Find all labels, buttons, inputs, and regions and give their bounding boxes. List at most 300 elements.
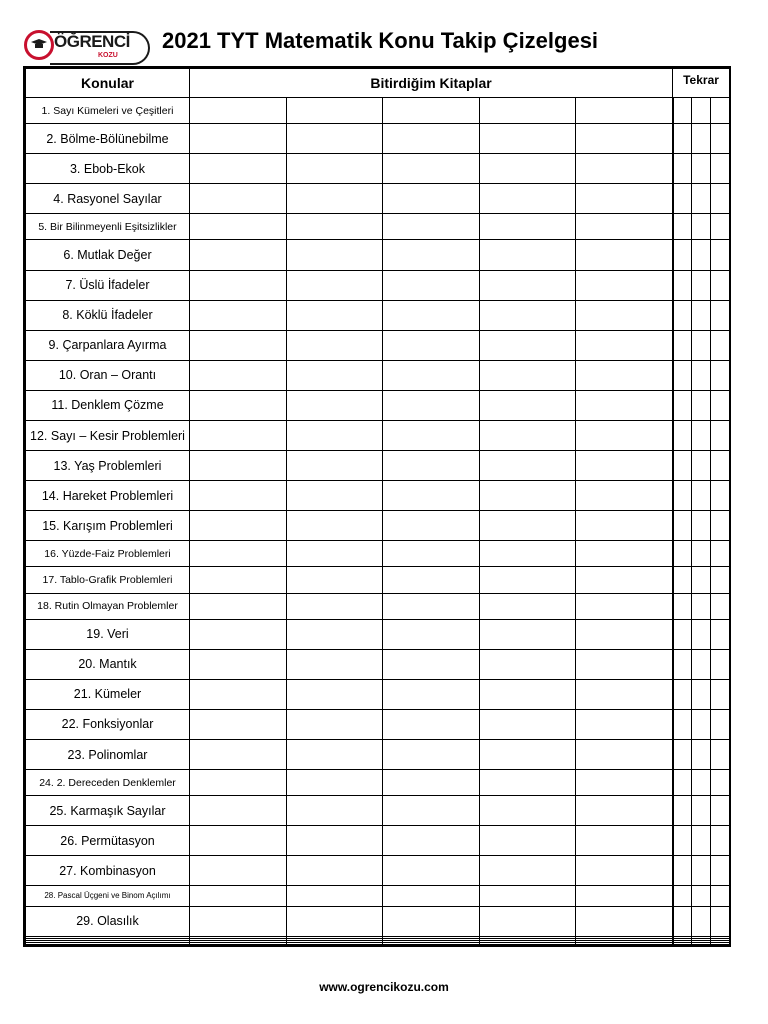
repeat-cell[interactable] [673,541,692,567]
topic-cell: 24. 2. Dereceden Denklemler [26,770,190,796]
book-cell[interactable] [383,98,480,124]
topic-cell [26,942,190,944]
book-cell[interactable] [576,390,673,420]
repeat-cell[interactable] [673,451,692,481]
table-body [26,98,730,945]
book-cell[interactable] [190,154,287,184]
topic-cell: 21. Kümeler [26,679,190,709]
book-cell[interactable] [287,856,383,886]
repeat-cell[interactable] [692,184,711,214]
repeat-cell[interactable] [673,649,692,679]
book-cell[interactable] [576,796,673,826]
book-cell[interactable] [383,124,480,154]
book-cell[interactable] [190,796,287,826]
repeat-cell[interactable] [673,619,692,649]
book-cell[interactable] [576,770,673,796]
book-cell[interactable] [480,709,576,739]
book-cell[interactable] [190,511,287,541]
book-cell[interactable] [576,906,673,936]
book-cell[interactable] [576,154,673,184]
repeat-cell[interactable] [692,541,711,567]
book-cell[interactable] [480,270,576,300]
book-cell[interactable] [576,541,673,567]
book-cell[interactable] [190,906,287,936]
book-cell[interactable] [287,679,383,709]
table-row [26,886,730,906]
page-title: 2021 TYT Matematik Konu Takip Çizelgesi [162,28,599,53]
repeat-cell[interactable] [673,300,692,330]
repeat-cell[interactable] [692,390,711,420]
table-row [26,770,730,796]
repeat-cell[interactable] [673,886,692,906]
repeat-cell[interactable] [692,770,711,796]
book-cell[interactable] [576,240,673,270]
repeat-cell[interactable] [673,679,692,709]
repeat-cell[interactable] [711,184,730,214]
book-cell[interactable] [480,390,576,420]
page-header [22,26,732,66]
book-cell[interactable] [190,709,287,739]
book-cell[interactable] [480,906,576,936]
book-cell[interactable] [383,796,480,826]
book-cell[interactable] [576,619,673,649]
book-cell[interactable] [480,184,576,214]
table-row [26,856,730,886]
repeat-cell[interactable] [692,942,711,944]
book-cell[interactable] [287,481,383,511]
repeat-cell[interactable] [692,739,711,769]
book-cell[interactable] [383,360,480,390]
book-cell[interactable] [383,511,480,541]
repeat-cell[interactable] [711,421,730,451]
book-cell[interactable] [287,541,383,567]
book-cell[interactable] [190,98,287,124]
repeat-cell[interactable] [692,619,711,649]
book-cell[interactable] [190,826,287,856]
book-cell[interactable] [480,154,576,184]
book-cell[interactable] [480,451,576,481]
book-cell[interactable] [190,360,287,390]
book-cell[interactable] [480,214,576,240]
book-cell[interactable] [190,390,287,420]
repeat-cell[interactable] [673,567,692,593]
book-cell[interactable] [383,481,480,511]
book-cell[interactable] [480,886,576,906]
repeat-cell[interactable] [692,906,711,936]
book-cell[interactable] [190,942,287,944]
book-cell[interactable] [190,270,287,300]
book-cell[interactable] [190,593,287,619]
repeat-cell[interactable] [711,856,730,886]
book-cell[interactable] [383,649,480,679]
repeat-cell[interactable] [692,649,711,679]
book-cell[interactable] [576,184,673,214]
topic-cell: 20. Mantık [26,649,190,679]
book-cell[interactable] [190,330,287,360]
repeat-cell[interactable] [711,770,730,796]
book-cell[interactable] [383,593,480,619]
book-cell[interactable] [383,856,480,886]
table-row [26,300,730,330]
repeat-cell[interactable] [673,214,692,240]
book-cell[interactable] [480,98,576,124]
topic-cell: 7. Üslü İfadeler [26,270,190,300]
book-cell[interactable] [287,270,383,300]
book-cell[interactable] [190,739,287,769]
book-cell[interactable] [287,709,383,739]
book-cell[interactable] [480,541,576,567]
topic-cell: 2. Bölme-Bölünebilme [26,124,190,154]
topic-cell: 17. Tablo-Grafik Problemleri [26,567,190,593]
table-row [26,270,730,300]
book-cell[interactable] [576,124,673,154]
book-cell[interactable] [383,942,480,944]
book-cell[interactable] [190,679,287,709]
repeat-cell[interactable] [711,481,730,511]
repeat-cell[interactable] [692,270,711,300]
topic-cell: 1. Sayı Kümeleri ve Çeşitleri [26,98,190,124]
book-cell[interactable] [480,360,576,390]
book-cell[interactable] [576,511,673,541]
repeat-cell[interactable] [711,679,730,709]
table-row [26,184,730,214]
repeat-cell[interactable] [692,98,711,124]
topic-cell: 15. Karışım Problemleri [26,511,190,541]
repeat-cell[interactable] [711,390,730,420]
book-cell[interactable] [576,826,673,856]
book-cell[interactable] [190,541,287,567]
book-cell[interactable] [190,856,287,886]
book-cell[interactable] [576,481,673,511]
repeat-cell[interactable] [692,567,711,593]
repeat-cell[interactable] [711,739,730,769]
book-cell[interactable] [480,567,576,593]
repeat-cell[interactable] [692,421,711,451]
book-cell[interactable] [383,214,480,240]
book-cell[interactable] [576,360,673,390]
table-row [26,593,730,619]
book-cell[interactable] [190,421,287,451]
repeat-cell[interactable] [711,330,730,360]
table-row [26,906,730,936]
repeat-cell[interactable] [673,240,692,270]
book-cell[interactable] [287,567,383,593]
repeat-cell[interactable] [692,240,711,270]
book-cell[interactable] [383,451,480,481]
book-cell[interactable] [287,154,383,184]
book-cell[interactable] [383,886,480,906]
repeat-cell[interactable] [711,154,730,184]
repeat-cell[interactable] [673,709,692,739]
column-header-repeat: Tekrar [673,69,730,98]
repeat-cell[interactable] [711,567,730,593]
repeat-cell[interactable] [692,360,711,390]
repeat-cell[interactable] [673,154,692,184]
book-cell[interactable] [287,360,383,390]
book-cell[interactable] [576,593,673,619]
table-row [26,154,730,184]
book-cell[interactable] [190,124,287,154]
book-cell[interactable] [383,567,480,593]
book-cell[interactable] [576,739,673,769]
book-cell[interactable] [480,300,576,330]
repeat-cell[interactable] [692,593,711,619]
topic-cell: 9. Çarpanlara Ayırma [26,330,190,360]
book-cell[interactable] [287,886,383,906]
book-cell[interactable] [383,330,480,360]
table-row [26,619,730,649]
table-row [26,649,730,679]
book-cell[interactable] [480,511,576,541]
book-cell[interactable] [383,154,480,184]
table-row [26,826,730,856]
repeat-cell[interactable] [711,360,730,390]
book-cell[interactable] [287,942,383,944]
repeat-cell[interactable] [711,593,730,619]
book-cell[interactable] [576,886,673,906]
book-cell[interactable] [480,481,576,511]
repeat-cell[interactable] [692,709,711,739]
book-cell[interactable] [383,709,480,739]
book-cell[interactable] [480,421,576,451]
book-cell[interactable] [287,593,383,619]
book-cell[interactable] [576,856,673,886]
book-cell[interactable] [190,214,287,240]
graduation-cap-icon [31,39,47,49]
topic-cell: 14. Hareket Problemleri [26,481,190,511]
book-cell[interactable] [576,300,673,330]
book-cell[interactable] [287,421,383,451]
repeat-cell[interactable] [673,770,692,796]
book-cell[interactable] [287,300,383,330]
topic-cell: 22. Fonksiyonlar [26,709,190,739]
repeat-cell[interactable] [673,739,692,769]
repeat-cell[interactable] [711,619,730,649]
book-cell[interactable] [576,98,673,124]
book-cell[interactable] [287,330,383,360]
repeat-cell[interactable] [673,856,692,886]
book-cell[interactable] [190,619,287,649]
book-cell[interactable] [383,826,480,856]
topic-cell: 18. Rutin Olmayan Problemler [26,593,190,619]
book-cell[interactable] [383,184,480,214]
table-row [26,421,730,451]
book-cell[interactable] [190,567,287,593]
book-cell[interactable] [190,649,287,679]
repeat-cell[interactable] [711,942,730,944]
book-cell[interactable] [480,240,576,270]
topic-cell: 4. Rasyonel Sayılar [26,184,190,214]
book-cell[interactable] [190,886,287,906]
topic-cell: 19. Veri [26,619,190,649]
book-cell[interactable] [287,184,383,214]
book-cell[interactable] [190,240,287,270]
book-cell[interactable] [287,619,383,649]
book-cell[interactable] [480,826,576,856]
book-cell[interactable] [190,770,287,796]
repeat-cell[interactable] [692,124,711,154]
repeat-cell[interactable] [673,481,692,511]
book-cell[interactable] [190,451,287,481]
book-cell[interactable] [287,739,383,769]
topic-cell: 28. Pascal Üçgeni ve Binom Açılımı [26,886,190,906]
repeat-cell[interactable] [692,679,711,709]
book-cell[interactable] [480,330,576,360]
repeat-cell[interactable] [673,330,692,360]
book-cell[interactable] [383,300,480,330]
topic-cell: 10. Oran – Orantı [26,360,190,390]
book-cell[interactable] [383,421,480,451]
logo-subtext: KOZU [98,52,118,59]
book-cell[interactable] [287,906,383,936]
book-cell[interactable] [190,184,287,214]
repeat-cell[interactable] [673,593,692,619]
book-cell[interactable] [576,214,673,240]
table-row [26,240,730,270]
repeat-cell[interactable] [673,98,692,124]
table-row [26,709,730,739]
book-cell[interactable] [383,619,480,649]
repeat-cell[interactable] [692,451,711,481]
book-cell[interactable] [480,770,576,796]
topic-cell: 23. Polinomlar [26,739,190,769]
repeat-cell[interactable] [711,214,730,240]
book-cell[interactable] [480,856,576,886]
topic-cell: 11. Denklem Çözme [26,390,190,420]
repeat-cell[interactable] [711,270,730,300]
topic-cell: 16. Yüzde-Faiz Problemleri [26,541,190,567]
topic-cell: 27. Kombinasyon [26,856,190,886]
repeat-cell[interactable] [711,98,730,124]
book-cell[interactable] [287,214,383,240]
logo-text: ÖĞRENCİ [54,32,130,51]
book-cell[interactable] [287,770,383,796]
repeat-cell[interactable] [711,649,730,679]
book-cell[interactable] [383,240,480,270]
book-cell[interactable] [576,270,673,300]
book-cell[interactable] [576,567,673,593]
repeat-cell[interactable] [692,330,711,360]
book-cell[interactable] [576,330,673,360]
topic-cell: 29. Olasılık [26,906,190,936]
repeat-cell[interactable] [673,826,692,856]
repeat-cell[interactable] [673,421,692,451]
repeat-cell[interactable] [673,796,692,826]
repeat-cell[interactable] [692,300,711,330]
book-cell[interactable] [383,390,480,420]
repeat-cell[interactable] [673,360,692,390]
repeat-cell[interactable] [692,214,711,240]
repeat-cell[interactable] [711,826,730,856]
topic-cell: 6. Mutlak Değer [26,240,190,270]
repeat-cell[interactable] [692,856,711,886]
book-cell[interactable] [480,739,576,769]
repeat-cell[interactable] [673,906,692,936]
repeat-cell[interactable] [692,886,711,906]
repeat-cell[interactable] [711,906,730,936]
book-cell[interactable] [287,826,383,856]
book-cell[interactable] [576,421,673,451]
book-cell[interactable] [190,481,287,511]
table-row [26,567,730,593]
tracking-sheet [23,66,731,947]
repeat-cell[interactable] [692,154,711,184]
book-cell[interactable] [480,619,576,649]
topic-cell: 25. Karmaşık Sayılar [26,796,190,826]
book-cell[interactable] [287,124,383,154]
book-cell[interactable] [480,649,576,679]
repeat-cell[interactable] [673,184,692,214]
book-cell[interactable] [480,679,576,709]
repeat-cell[interactable] [711,796,730,826]
repeat-cell[interactable] [692,826,711,856]
table-row [26,541,730,567]
repeat-cell[interactable] [711,541,730,567]
book-cell[interactable] [287,240,383,270]
table-row [26,390,730,420]
table-row [26,360,730,390]
book-cell[interactable] [383,541,480,567]
repeat-cell[interactable] [692,511,711,541]
book-cell[interactable] [576,649,673,679]
topic-cell: 3. Ebob-Ekok [26,154,190,184]
book-cell[interactable] [383,906,480,936]
repeat-cell[interactable] [673,270,692,300]
footer-website: www.ogrencikozu.com [319,980,449,994]
book-cell[interactable] [287,796,383,826]
repeat-cell[interactable] [692,796,711,826]
book-cell[interactable] [287,649,383,679]
book-cell[interactable] [287,451,383,481]
repeat-cell[interactable] [711,124,730,154]
brand-logo [24,28,154,64]
book-cell[interactable] [287,98,383,124]
repeat-cell[interactable] [673,390,692,420]
repeat-cell[interactable] [711,709,730,739]
topic-cell: 12. Sayı – Kesir Problemleri [26,421,190,451]
repeat-cell[interactable] [711,300,730,330]
book-cell[interactable] [383,739,480,769]
table-row [26,124,730,154]
table-row [26,98,730,124]
book-cell[interactable] [480,796,576,826]
book-cell[interactable] [190,300,287,330]
topic-cell: 13. Yaş Problemleri [26,451,190,481]
book-cell[interactable] [576,451,673,481]
column-header-books: Bitirdiğim Kitaplar [190,69,673,98]
book-cell[interactable] [576,942,673,944]
book-cell[interactable] [480,593,576,619]
repeat-cell[interactable] [692,481,711,511]
book-cell[interactable] [383,679,480,709]
book-cell[interactable] [576,709,673,739]
topic-cell: 5. Bir Bilinmeyenli Eşitsizlikler [26,214,190,240]
repeat-cell[interactable] [673,124,692,154]
book-cell[interactable] [287,390,383,420]
repeat-cell[interactable] [711,511,730,541]
book-cell[interactable] [576,679,673,709]
repeat-cell[interactable] [673,511,692,541]
repeat-cell[interactable] [711,240,730,270]
repeat-cell[interactable] [711,451,730,481]
book-cell[interactable] [383,270,480,300]
repeat-cell[interactable] [711,886,730,906]
book-cell[interactable] [480,942,576,944]
repeat-cell[interactable] [673,942,692,944]
book-cell[interactable] [480,124,576,154]
book-cell[interactable] [383,770,480,796]
book-cell[interactable] [287,511,383,541]
